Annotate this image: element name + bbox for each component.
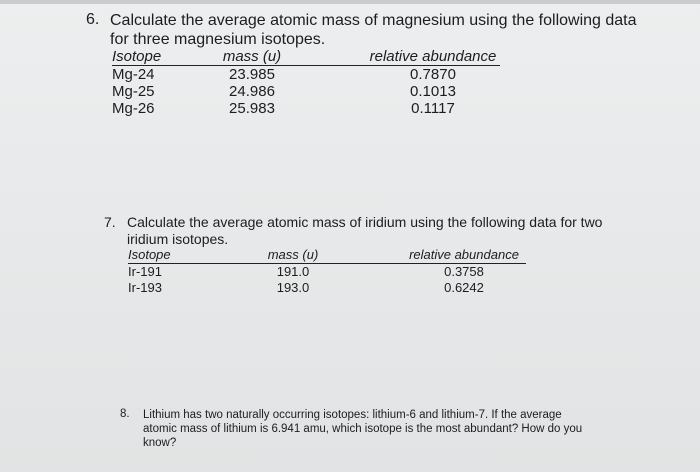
mass-cell: 23.985 (229, 66, 275, 83)
table-row (112, 100, 500, 117)
question-7-text: Calculate the average atomic mass of iridium using the following data for two iridium isotopes. (127, 214, 603, 247)
abundance-header: relative abundance (402, 247, 526, 264)
isotope-cell: Mg-24 (112, 66, 155, 83)
table-header-row (112, 48, 500, 66)
isotope-cell: Mg-26 (112, 100, 155, 117)
table-header-row (128, 247, 526, 264)
question-7-number: 7. (104, 214, 116, 230)
question-6-number: 6. (86, 11, 100, 28)
table-row (128, 280, 526, 296)
abundance-cell: 0.3758 (444, 264, 484, 279)
isotope-header: Isotope (112, 48, 222, 66)
isotope-cell: Mg-25 (112, 83, 155, 100)
mass-cell: 24.986 (229, 83, 275, 100)
question-8-number: 8. (120, 408, 130, 420)
table-row (112, 83, 500, 100)
mass-cell: 25.983 (229, 100, 275, 117)
mass-cell: 193.0 (276, 280, 310, 295)
abundance-cell: 0.1117 (411, 100, 455, 117)
mass-cell: 191.0 (276, 264, 310, 279)
table-row (128, 264, 526, 281)
isotope-cell: Ir-191 (128, 264, 162, 279)
mass-header: mass (u) (264, 247, 322, 264)
header-underline-gap (322, 247, 402, 264)
abundance-header: relative abundance (366, 48, 500, 66)
question-6-text: Calculate the average atomic mass of magnesium using the following data for three magnesium isotopes. (110, 12, 637, 48)
abundance-cell: 0.6242 (444, 280, 484, 295)
isotope-cell: Ir-193 (128, 280, 162, 295)
top-edge-strip (0, 0, 700, 4)
abundance-cell: 0.7870 (410, 66, 456, 83)
isotope-header: Isotope (128, 247, 264, 264)
mass-header: mass (u) (222, 48, 282, 65)
header-underline-gap (282, 48, 366, 66)
magnesium-isotope-table (112, 48, 500, 117)
iridium-isotope-table (128, 247, 526, 296)
abundance-cell: 0.1013 (410, 83, 456, 100)
table-row (112, 66, 500, 84)
question-8-text: Lithium has two naturally occurring isotopes: lithium-6 and lithium-7. If the average atomic mass of lithium is 6.941 amu, which isotope is the most abundant? How do you know? (143, 409, 583, 449)
